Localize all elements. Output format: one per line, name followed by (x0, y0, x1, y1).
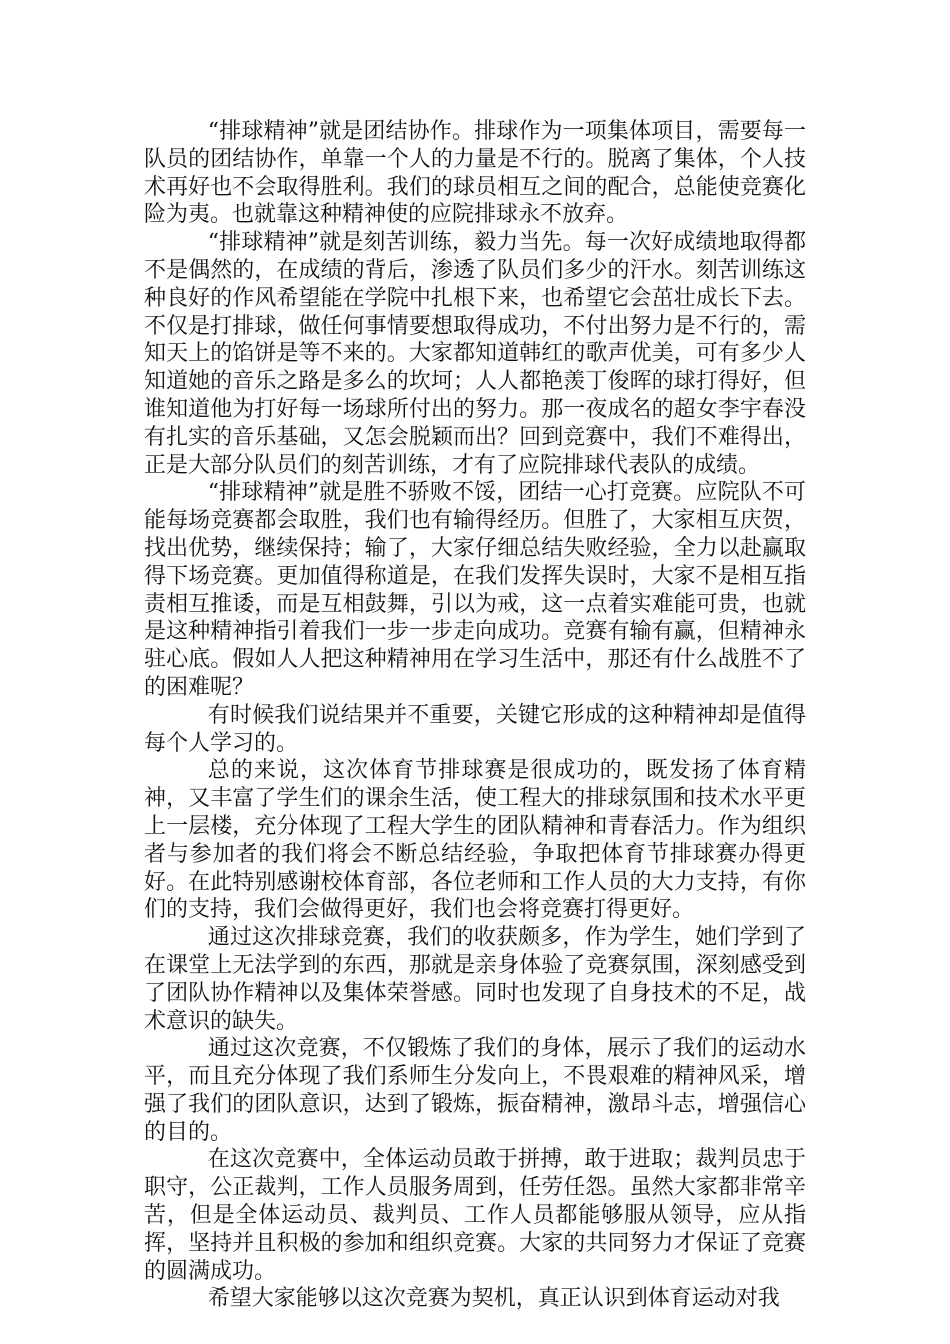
paragraph-result-spirit: 有时候我们说结果并不重要，关键它形成的这种精神却是值得每个人学习的。 (144, 702, 806, 756)
paragraph-win-lose: “排球精神”就是胜不骄败不馁，团结一心打竞赛。应院队不可能每场竞赛都会取胜，我们也有输得经历。但胜了，大家相互庆贺，找出优势，继续保持；输了，大家仔细总结失败经验，全力以赴赢取得下场竞赛。更加值得称道是，在我们发挥失误时，大家不是相互指责相互推诿，而是互相鼓舞，引以为戒，这一点着实难能可贵，也就是这种精神指引着我们一步一步走向成功。竞赛有输有赢，但精神永驻心底。假如人人把这种精神用在学习生活中，那还有什么战胜不了的困难呢？ (144, 480, 806, 700)
paragraph-gains: 通过这次排球竞赛，我们的收获颇多，作为学生，她们学到了在课堂上无法学到的东西，那就是亲身体验了竞赛氛围，深刻感受到了团队协作精神以及集体荣誉感。同时也发现了自身技术的不足，战术意识的缺失。 (144, 925, 806, 1034)
paragraph-hope: 希望大家能够以这次竞赛为契机，真正认识到体育运动对我 (207, 1286, 780, 1312)
paragraph-exercise: 通过这次竞赛，不仅锻炼了我们的身体，展示了我们的运动水平，而且充分体现了我们系师生分发向上，不畏艰难的精神风采，增强了我们的团队意识，达到了锻炼，振奋精神，激昂斗志，增强信心的目的。 (144, 1036, 806, 1145)
paragraph-summary: 总的来说，这次体育节排球赛是很成功的，既发扬了体育精神，又丰富了学生们的课余生活，使工程大的排球氛围和技术水平更上一层楼，充分体现了工程大学生的团队精神和青春活力。作为组织者与参加者的我们将会不断总结经验，争取把体育节排球赛办得更好。在此特别感谢校体育部，各位老师和工作人员的大力支持，有你们的支持，我们会做得更好，我们也会将竞赛打得更好。 (144, 758, 806, 923)
paragraph-athletes: 在这次竞赛中，全体运动员敢于拼搏，敢于进取；裁判员忠于职守，公正裁判，工作人员服务周到，任劳任怨。虽然大家都非常辛苦，但是全体运动员、裁判员、工作人员都能够服从领导，应从指挥，坚持并且积极的参加和组织竞赛。大家的共同努力才保证了竞赛的圆满成功。 (144, 1147, 806, 1284)
paragraph-team-cooperation: “排球精神”就是团结协作。排球作为一项集体项目，需要每一队员的团结协作，单靠一个人的力量是不行的。脱离了集体，个人技术再好也不会取得胜利。我们的球员相互之间的配合，总能使竞赛化险为夷。也就靠这种精神使的应院排球永不放弃。 (144, 119, 806, 228)
paragraph-hard-training: “排球精神”就是刻苦训练，毅力当先。每一次好成绩地取得都不是偶然的，在成绩的背后，渗透了队员们多少的汗水。刻苦训练这种良好的作风希望能在学院中扎根下来，也希望它会茁壮成长下去。不仅是打排球，做任何事情要想取得成功，不付出努力是不行的，需知天上的馅饼是等不来的。大家都知道韩红的歌声优美，可有多少人知道她的音乐之路是多么的坎坷；人人都艳羡丁俊晖的球打得好，但谁知道他为打好每一场球所付出的努力。那一夜成名的超女李宇春没有扎实的音乐基础，又怎会脱颖而出？回到竞赛中，我们不难得出，正是大部分队员们的刻苦训练，才有了应院排球代表队的成绩。 (144, 230, 806, 478)
document-page (144, 118, 806, 1313)
